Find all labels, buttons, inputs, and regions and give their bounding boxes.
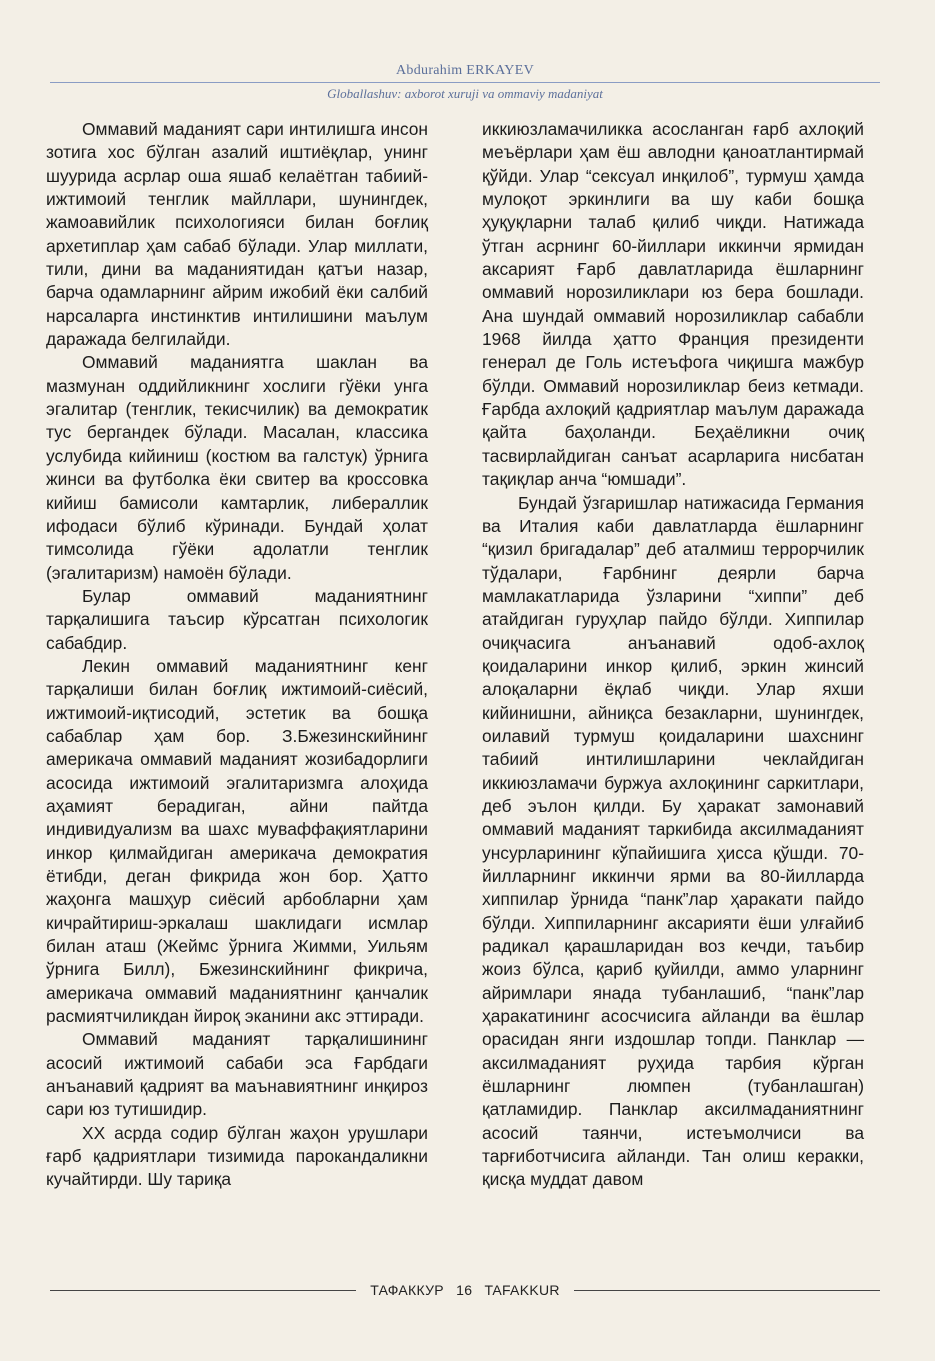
paragraph: Лекин оммавий маданиятнинг кенг тарқалиши билан боғлиқ ижтимоий-сиёсий, ижтимоий-иқтисодий, эстетик ва бошқа сабаблар ҳам бор. З.Бжезинскийнинг америкача оммавий маданият жозибадорлиги асосида ижтимоий эгалитаризмга алоҳида аҳамият берадиган, айни пайтда индивидуализм ва шахс муваффақиятларини инкор қилмайдиган америкача демократия ётибди, деган фикрида жон бор. Ҳатто жаҳонга машҳур сиёсий арбобларни ҳам кичрайтириш-эркалаш шаклидаги исмлар билан аташ (Жеймс ўрнига Жимми, Уильям ўрнига Билл), Бжезинскийнинг фикрича, америкача оммавий маданиятнинг қанчалик расмиятчиликдан йироқ эканини акс эттиради. [46, 655, 428, 1027]
article-subtitle: Globallashuv: axborot xuruji va ommaviy madaniyat [327, 86, 603, 101]
author-name: Abdurahim ERKAYEV [396, 63, 534, 78]
paragraph: Булар оммавий маданиятнинг тарқалишига таъсир кўрсатган психологик сабабдир. [46, 585, 428, 653]
page-header [50, 62, 880, 102]
right-column [482, 118, 864, 1192]
footer-label [356, 1282, 574, 1298]
paragraph: Оммавий маданият тарқалишининг асосий ижтимоий сабаби эса Ғарбдаги анъанавий қадрият ва маънавиятнинг инқироз сари юз тутишидир. [46, 1029, 428, 1120]
journal-name-cyrillic: ТАФАККУР [370, 1282, 444, 1298]
journal-name-latin: TAFAKKUR [484, 1282, 560, 1298]
paragraph-continued: иккиюзламачиликка асосланган ғарб ахлоқий меъёрлари ҳам ёш авлодни қаноатлантирмай қўйди. Улар “сексуал инқилоб”, турмуш ҳамда мулоқот эркинлиги ва шу каби бошқа ҳуқуқларни талаб қилиб чиқди. Натижада ўтган асрнинг 60-йиллари иккинчи ярмидан аксарият Ғарб давлатларида ёшларнинг оммавий норозиликлари юз бера бошлади. Ана шундай оммавий норозиликлар сабабли 1968 йилда ҳатто Франция президенти генерал де Голь истеъфога чиқишга мажбур бўлди. Оммавий норозиликлар беиз кетмади. Ғарбда ахлоқий қадриятлар маълум даражада қайта баҳоланди. Беҳаёликни очиқ тасвирлайдиган санъат асарларига нисбатан тақиқлар анча “юмшади”. [482, 119, 864, 490]
header-rule [50, 82, 880, 83]
footer-rule-right [574, 1290, 880, 1291]
paragraph: Оммавий маданият сари интилишга инсон зотига хос бўлган азалий иштиёқлар, унинг шуурида асрлар оша яшаб келаётган табиий-ижтимоий тенглик майллари, шунингдек, жамоавийлик психологияси билан боғлиқ архетиплар ҳам сабаб бўлади. Улар миллати, тили, дини ва маданиятидан қатъи назар, барча одамларнинг айрим ижобий ёки салбий нарсаларга инстинктив интилишини маълум даражада белгилайди. [46, 119, 428, 350]
left-column [46, 118, 428, 1192]
paragraph: Бундай ўзгаришлар натижасида Германия ва Италия каби давлатларда ёшларнинг “қизил бригадалар” деб аталмиш террорчилик тўдалари, Ғарбнинг деярли барча мамлакатларида ўзларини “хиппи” деб атайдиган гуруҳлар пайдо бўлди. Хиппилар очиқчасига анъанавий одоб-ахлоқ қоидаларини инкор қилиб, эркин жинсий алоқаларни ёқлаб чиқди. Улар яхши кийинишни, айниқса безакларни, шунингдек, оилавий турмуш қоидаларини шахснинг табиий интилишларини чеклайдиган иккиюзламачи буржуа ахлоқининг саркитлари, деб эълон қилди. Бу ҳаракат замонавий оммавий маданият таркибида аксилмаданият унсурларининг кўпайишига ҳисса қўшди. 70-йилларнинг иккинчи ярми ва 80-йилларда хиппилар ўрнида “панк”лар ҳаракати пайдо бўлди. Хиппиларнинг аксарияти ёши улғайиб радикал қарашларидан воз кечди, таъбир жоиз бўлса, қариб қуйилди, аммо уларнинг айримлари янада тубанлашиб, “панк”лар ҳаракатининг асосчисига айланди ва ёшлар орасидан янги издошлар топди. Панклар — аксилмаданият руҳида тарбия кўрган ёшларнинг люмпен (тубанлашган) қатламидир. Панклар аксилмаданиятнинг асосий таянчи, истеъмолчиси ва тарғиботчисига айланди. Тан олиш керакки, қисқа муддат давом [482, 492, 864, 1190]
footer-rule-left [50, 1290, 356, 1291]
paragraph: Оммавий маданиятга шаклан ва мазмунан оддийликнинг хослиги гўёки унга эгалитар (тенглик, текисчилик) ва демократик тус бергандек бўлади. Масалан, классика услубида кийиниш (костюм ва галстук) ўрнига жинси ва футболка ёки свитер ва кроссовка кийиш бамисоли камтарлик, либераллик ифодаси бўлиб кўринади. Бундай ҳолат тимсолида гўёки адолатли тенглик (эгалитаризм) намоён бўлади. [46, 352, 428, 583]
page-footer [50, 1279, 880, 1301]
page-number: 16 [456, 1282, 473, 1298]
paragraph: XX асрда содир бўлган жаҳон урушлари ғарб қадриятлари тизимида парокандаликни кучайтирди. Шу тариқа [46, 1122, 428, 1190]
